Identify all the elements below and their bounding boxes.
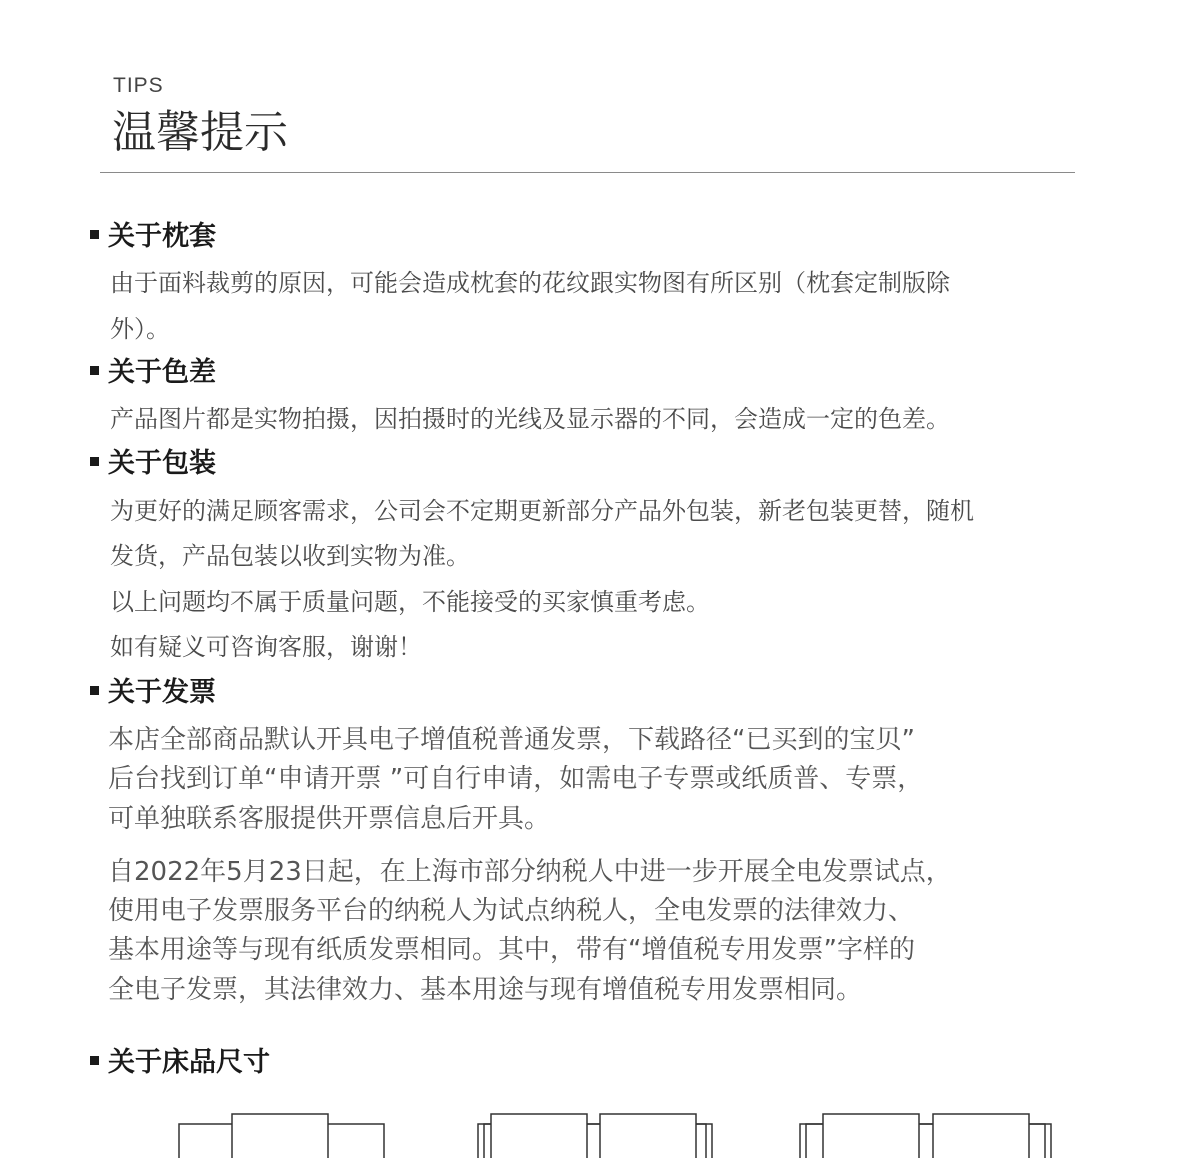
packaging-text-line-4: 如有疑义可咨询客服，谢谢！: [110, 633, 422, 661]
section-heading-color: 关于色差: [90, 355, 216, 391]
invoice-para2-line-1: 自2022年5月23日起，在上海市部分纳税人中进一步开展全电发票试点，: [108, 857, 952, 887]
section-heading-bed-size: 关于床品尺寸: [90, 1045, 270, 1081]
bed-size-diagram: [0, 1100, 1200, 1158]
section-heading-invoice: 关于发票: [90, 675, 216, 711]
invoice-para2-line-4: 全电子发票，其法律效力、基本用途与现有增值税专用发票相同。: [108, 975, 863, 1005]
bullet-icon: [90, 686, 99, 695]
bullet-icon: [90, 230, 99, 239]
section-heading-packaging: 关于包装: [90, 446, 216, 482]
invoice-para2-line-2: 使用电子发票服务平台的纳税人为试点纳税人，全电发票的法律效力、: [108, 896, 915, 926]
tips-label-en: TIPS: [113, 74, 164, 97]
bullet-icon: [90, 1056, 99, 1065]
invoice-para2-line-3: 基本用途等与现有纸质发票相同。其中，带有“增值税专用发票”字样的: [108, 935, 915, 965]
bed-outline-3: [800, 1114, 1051, 1158]
pillow-text-line-1: 由于面料裁剪的原因，可能会造成枕套的花纹跟实物图有所区别（枕套定制版除: [110, 269, 950, 297]
pillow-text-line-2: 外）。: [110, 315, 170, 343]
invoice-para1-line-3: 可单独联系客服提供开票信息后开具。: [108, 804, 551, 834]
bed-outline-1: [179, 1114, 384, 1158]
invoice-para1-line-1: 本店全部商品默认开具电子增值税普通发票，下载路径“已买到的宝贝”: [108, 725, 915, 755]
packaging-text-line-2: 发货，产品包装以收到实物为准。: [110, 542, 470, 570]
bullet-icon: [90, 366, 99, 375]
section-heading-pillow: 关于枕套: [90, 219, 216, 255]
bullet-icon: [90, 457, 99, 466]
packaging-text-line-3: 以上问题均不属于质量问题，不能接受的买家慎重考虑。: [110, 588, 710, 616]
invoice-para1-line-2: 后台找到订单“申请开票 ”可自行申请，如需电子专票或纸质普、专票，: [108, 764, 924, 794]
page-title: 温馨提示: [112, 107, 288, 158]
packaging-text-line-1: 为更好的满足顾客需求，公司会不定期更新部分产品外包装，新老包装更替，随机: [110, 497, 974, 525]
color-text-line-1: 产品图片都是实物拍摄，因拍摄时的光线及显示器的不同，会造成一定的色差。: [110, 405, 950, 433]
bed-outline-2: [478, 1114, 712, 1158]
header-divider: [100, 172, 1075, 173]
